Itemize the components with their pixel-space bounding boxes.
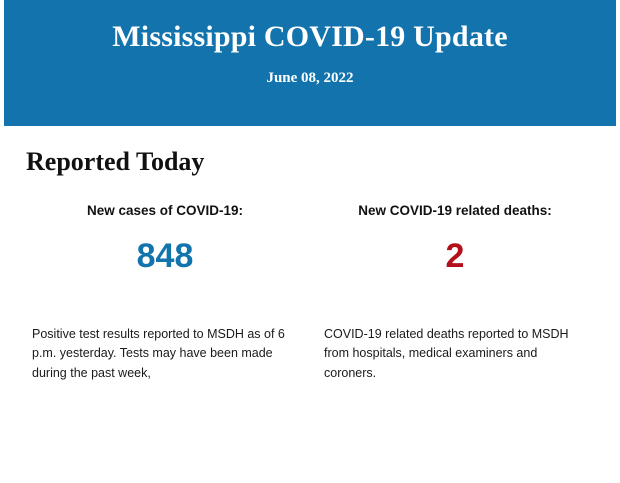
report-date: June 08, 2022: [266, 70, 354, 86]
stat-card-new-deaths: [310, 203, 600, 383]
new-cases-value: 848: [136, 237, 194, 275]
stats-row: [0, 203, 620, 383]
new-cases-description: Positive test results reported to MSDH as of 6 p.m. yesterday. Tests may have been made during the past week,: [32, 327, 285, 380]
page-title: Mississippi COVID-19 Update: [112, 20, 508, 53]
new-deaths-value: 2: [445, 237, 465, 275]
new-deaths-description: COVID-19 related deaths reported to MSDH from hospitals, medical examiners and coroners.: [324, 327, 569, 380]
section-heading: Reported Today: [26, 147, 205, 176]
new-cases-label: New cases of COVID-19:: [86, 203, 244, 218]
stat-card-new-cases: [20, 203, 310, 383]
page-header: [4, 0, 616, 126]
new-deaths-label: New COVID-19 related deaths:: [358, 203, 552, 218]
